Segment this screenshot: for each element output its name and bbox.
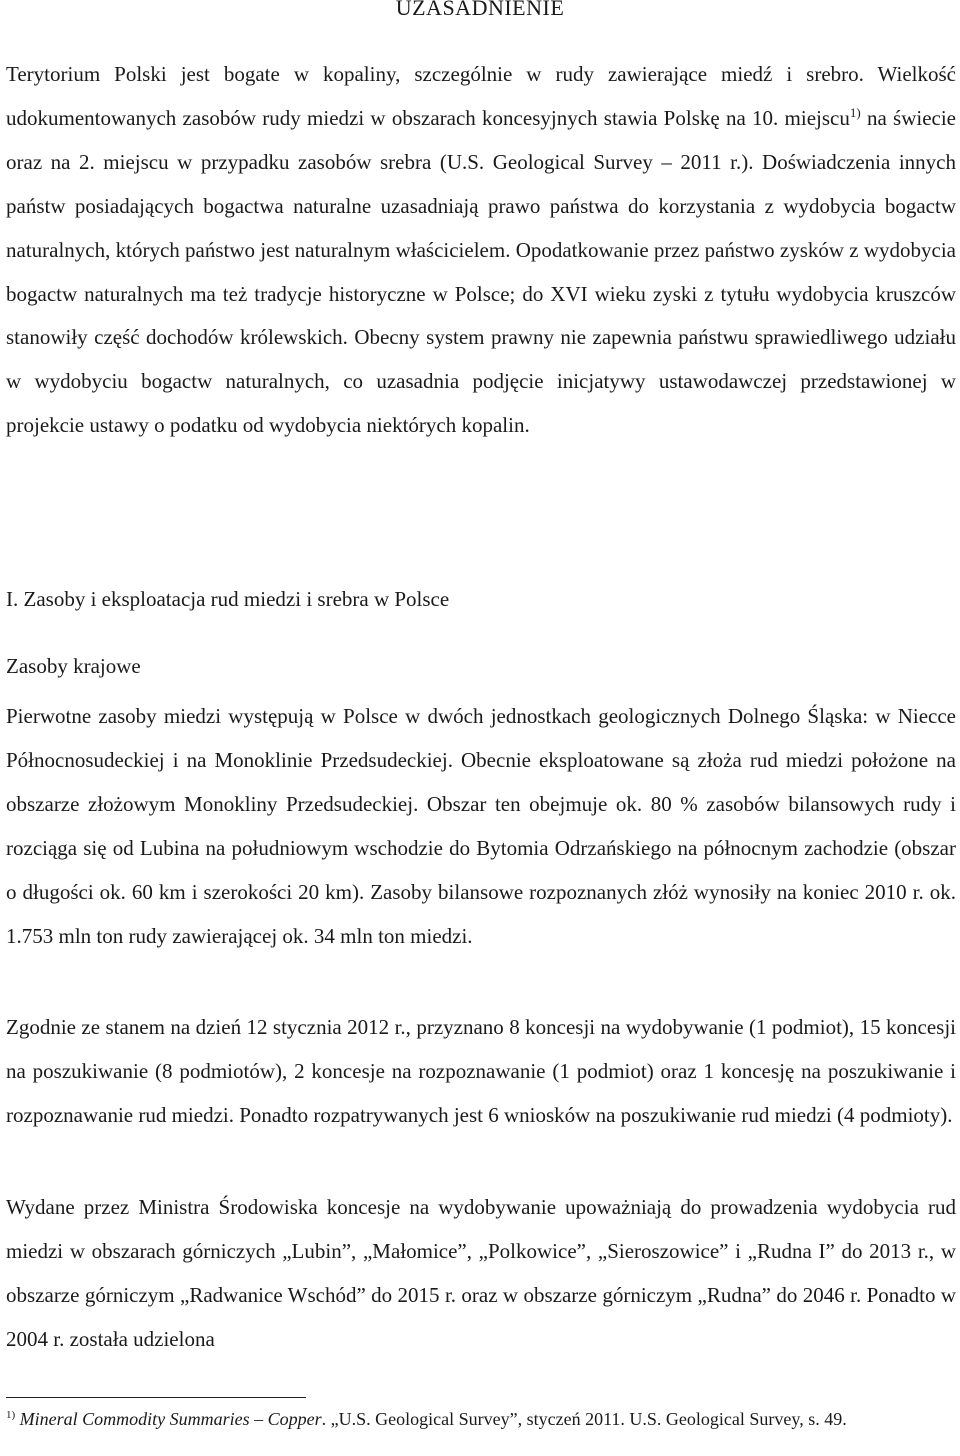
section-heading: I. Zasoby i eksploatacja rud miedzi i srebra w Polsce xyxy=(6,587,450,611)
subsection-heading: Zasoby krajowe xyxy=(6,654,141,678)
footnote-source-details: . „U.S. Geological Survey”, styczeń 2011. U.S. Geological Survey, s. 49. xyxy=(321,1409,847,1429)
intro-text-part-2: na świecie oraz na 2. miejscu w przypadku zasobów srebra (U.S. Geological Survey – 2011 r.). Doświadczenia innych państw posiadających bogactwa naturalne uzasadniają prawo państwa do korzystania z wydobycia bogactw naturalnych, których państwo jest naturalnym właścicielem. Opodatkowanie przez państwo zysków z wydobycia bogactw naturalnych ma też tradycje historyczne w Polsce; do XVI wieku zyski z tytułu wydobycia kruszców stanowiły część dochodów królewskich. Obecny system prawny nie zapewnia państwu sprawiedliwego udziału w wydobyciu bogactw naturalnych, co uzasadnia podjęcie inicjatywy ustawodawczej przedstawionej w projekcie ustawy o podatku od wydobycia niektórych kopalin. xyxy=(6,105,957,438)
footnote-divider xyxy=(6,1397,306,1398)
footnote-source-title: Mineral Commodity Summaries – Copper xyxy=(19,1409,322,1429)
footnote-reference: 1) xyxy=(849,104,861,120)
document-title: UZASADNIENIE xyxy=(395,0,565,20)
footnote-marker: 1) xyxy=(6,1409,16,1421)
concessions-paragraph: Zgodnie ze stanem na dzień 12 stycznia 2012 r., przyznano 8 koncesji na wydobywanie (1 podmiot), 15 koncesji na poszukiwanie (8 podmiotów), 2 koncesje na rozpoznawanie (1 podmiot) oraz 1 koncesję na poszukiwanie i rozpoznawanie rud miedzi. Ponadto rozpatrywanych jest 6 wniosków na poszukiwanie rud miedzi (4 podmioty). xyxy=(6,1015,956,1127)
resources-paragraph: Pierwotne zasoby miedzi występują w Polsce w dwóch jednostkach geologicznych Dolnego Śląska: w Niecce Północnosudeckiej i na Monoklinie Przedsudeckiej. Obecnie eksploatowane są złoża rud miedzi położone na obszarze złożowym Monokliny Przedsudeckiej. Obszar ten obejmuje ok. 80 % zasobów bilansowych rudy i rozciąga się od Lubina na południowym wschodzie do Bytomia Odrzańskiego na północnym zachodzie (obszar o długości ok. 60 km i szerokości 20 km). Zasoby bilansowe rozpoznanych złóż wynosiły na koniec 2010 r. ok. 1.753 mln ton rudy zawierającej ok. 34 mln ton miedzi. xyxy=(6,704,956,948)
intro-paragraph xyxy=(6,53,956,448)
intro-text-part-1: Terytorium Polski jest bogate w kopaliny, szczególnie w rudy zawierające miedź i srebro. Wielkość udokumentowanych zasobów rudy miedzi w obszarach koncesyjnych stawia Polskę na 10. miejscu xyxy=(6,62,956,130)
footnote xyxy=(6,1408,956,1431)
minister-paragraph: Wydane przez Ministra Środowiska koncesje na wydobywanie upoważniają do prowadzenia wydobycia rud miedzi w obszarach górniczych „Lubin”, „Małomice”, „Polkowice”, „Sieroszowice” i „Rudna I” do 2013 r., w obszarze górniczym „Radwanice Wschód” do 2015 r. oraz w obszarze górniczym „Rudna” do 2046 r. Ponadto w 2004 r. została udzielona xyxy=(6,1195,956,1351)
